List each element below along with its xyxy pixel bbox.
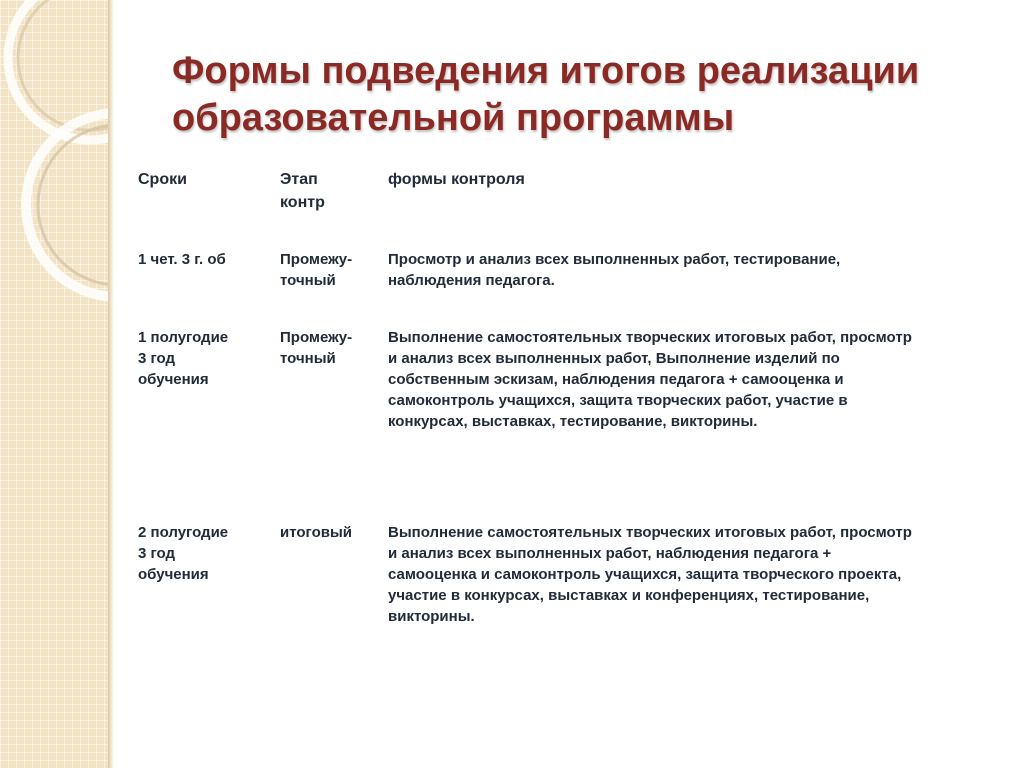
row-2-stage: Промежу- точный: [280, 329, 353, 367]
row-1-period: 1 чет. 3 г. об: [138, 251, 226, 268]
decorative-rings: [0, 0, 112, 768]
row-3-stage: итоговый: [280, 524, 352, 541]
row-3-period: 2 полугодие 3 год обучения: [138, 524, 229, 583]
row-1-forms: Просмотр и анализ всех выполненных работ, тестирование, наблюдения педагога.: [388, 251, 841, 289]
row-1-stage: Промежу- точный: [280, 251, 353, 289]
decorative-sidebar: [0, 0, 112, 768]
row-2-period: 1 полугодие 3 год обучения: [138, 329, 229, 388]
sidebar-edge: [108, 0, 114, 768]
header-etap: Этап контр: [280, 171, 325, 211]
slide-title: Формы подведения итогов реализации образовательной программы: [172, 50, 920, 139]
row-3-forms: Выполнение самостоятельных творческих итоговых работ, просмотр и анализ всех выполненных работ, наблюдения педагога + самооценка и самоконтроль учащихся, защита творческого проекта, участие в конкурсах, выставках и конференциях, тестирование, викторины.: [388, 524, 912, 625]
header-sroki: Сроки: [138, 171, 187, 188]
row-2-forms: Выполнение самостоятельных творческих итоговых работ, просмотр и анализ всех выполненных работ, Выполнение изделий по собственным эскизам, наблюдения педагога + самооценка и самоконтроль учащихся, защита творческих работ, участие в конкурсах, выставках, тестирование, викторины.: [388, 329, 912, 430]
header-formy-kontrolya: формы контроля: [388, 171, 525, 188]
